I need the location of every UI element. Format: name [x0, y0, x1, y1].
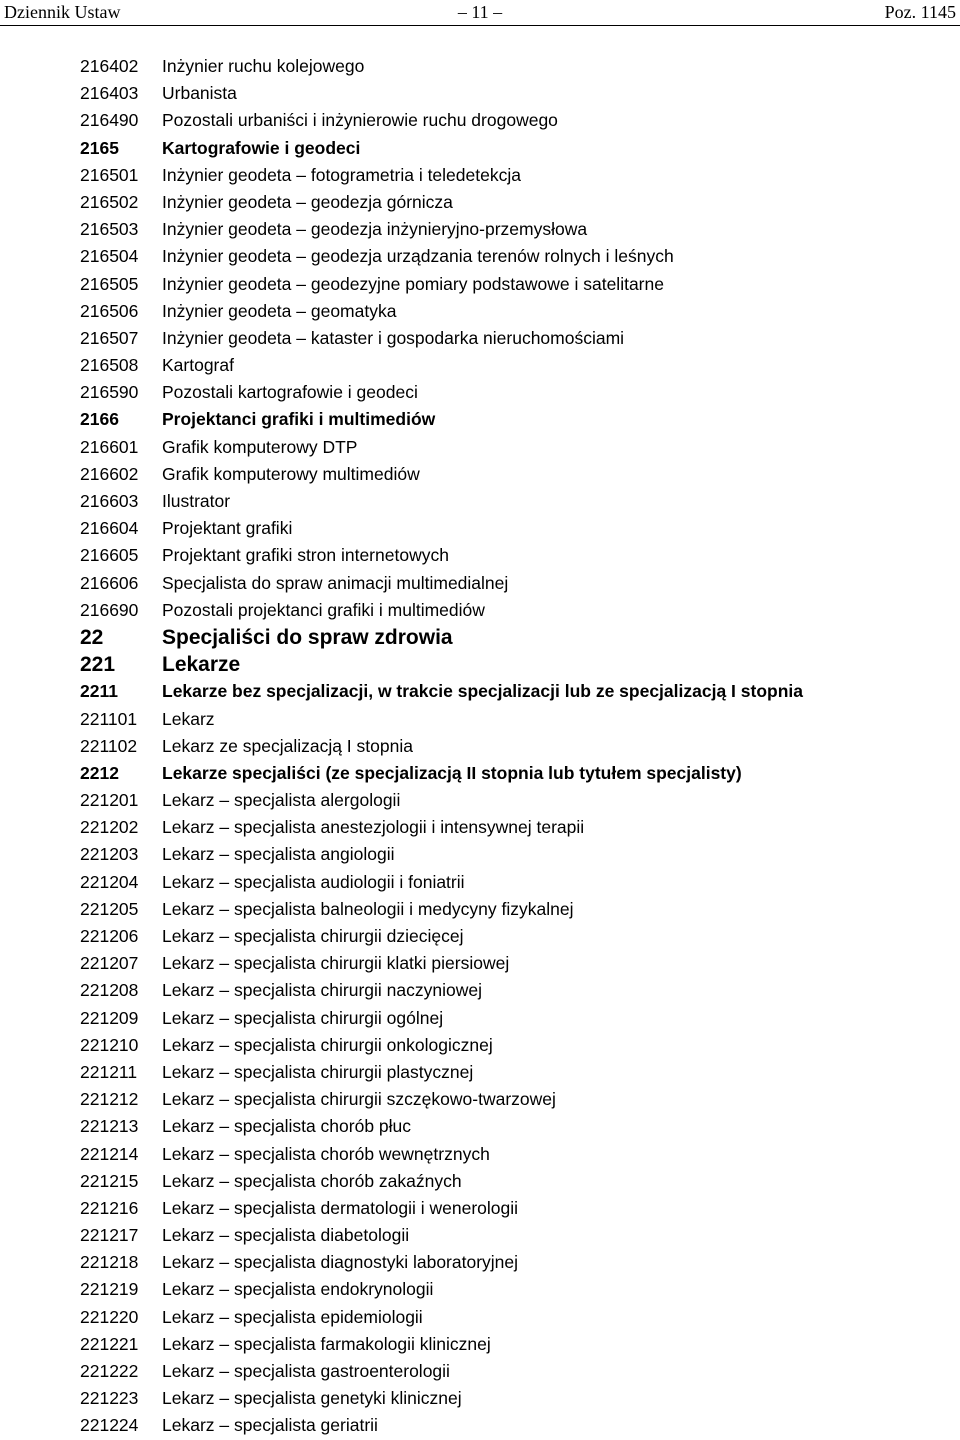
- occupation-name: Lekarz – specjalista chirurgii ogólnej: [162, 1007, 444, 1028]
- occupation-code: 216604: [80, 518, 139, 539]
- list-item: [80, 1005, 950, 1032]
- list-item: [80, 1358, 950, 1385]
- occupation-code: 221: [80, 653, 116, 677]
- list-item: [80, 1412, 950, 1439]
- occupation-name: Lekarz – specjalista chirurgii naczyniowej: [162, 980, 483, 1001]
- occupation-name: Projektant grafiki: [162, 518, 293, 539]
- occupation-name: Lekarz – specjalista diagnostyki laboratoryjnej: [162, 1252, 519, 1273]
- occupation-code: 221218: [80, 1252, 139, 1273]
- occupation-name: Pozostali projektanci grafiki i multimediów: [162, 599, 485, 620]
- occupation-name: Pozostali urbaniści i inżynierowie ruchu drogowego: [162, 110, 558, 131]
- occupation-name: Inżynier geodeta – geodezja urządzania terenów rolnych i leśnych: [162, 246, 674, 267]
- occupation-code: 216601: [80, 436, 139, 457]
- list-item: [80, 243, 950, 270]
- occupation-name: Specjaliści do spraw zdrowia: [162, 625, 453, 649]
- occupation-code: 221221: [80, 1333, 139, 1354]
- list-item: [80, 216, 950, 243]
- list-item: [80, 1276, 950, 1303]
- occupation-code: 2166: [80, 409, 119, 430]
- list-item: [80, 135, 950, 162]
- list-item: [80, 189, 950, 216]
- list-item: [80, 1249, 950, 1276]
- occupation-name: Lekarze specjaliści (ze specjalizacją II stopnia lub tytułem specjalisty): [162, 762, 742, 783]
- occupation-code: 216502: [80, 191, 139, 212]
- list-item: [80, 461, 950, 488]
- list-item: [80, 1059, 950, 1086]
- occupation-name: Lekarz – specjalista endokrynologii: [162, 1279, 434, 1300]
- list-item: [80, 107, 950, 134]
- occupation-code: 221208: [80, 980, 139, 1001]
- list-item: [80, 977, 950, 1004]
- occupation-code: 221102: [80, 735, 138, 756]
- occupation-code: 221205: [80, 898, 139, 919]
- list-item: [80, 271, 950, 298]
- occupation-code: 221201: [80, 790, 139, 811]
- list-item: [80, 515, 950, 542]
- occupation-name: Urbanista: [162, 83, 237, 104]
- occupation-code: 216506: [80, 300, 139, 321]
- list-item: [80, 1032, 950, 1059]
- journal-title: Dziennik Ustaw: [4, 2, 121, 22]
- occupation-code: 22: [80, 625, 104, 649]
- occupation-code: 221213: [80, 1116, 139, 1137]
- classification-list: [80, 53, 950, 1440]
- occupation-name: Inżynier geodeta – geodezja górnicza: [162, 191, 453, 212]
- occupation-code: 221203: [80, 844, 139, 865]
- list-item: [80, 1168, 950, 1195]
- occupation-name: Lekarze bez specjalizacji, w trakcie specjalizacji lub ze specjalizacją I stopnia: [162, 681, 803, 702]
- occupation-code: 2212: [80, 762, 119, 783]
- occupation-code: 216602: [80, 463, 139, 484]
- occupation-name: Projektant grafiki stron internetowych: [162, 545, 449, 566]
- occupation-code: 216501: [80, 164, 139, 185]
- occupation-name: Grafik komputerowy multimediów: [162, 463, 420, 484]
- occupation-code: 221206: [80, 926, 139, 946]
- occupation-code: 216490: [80, 110, 139, 131]
- occupation-name: Lekarz – specjalista chirurgii onkologicznej: [162, 1034, 493, 1055]
- occupation-code: 221101: [80, 708, 138, 729]
- list-item: [80, 162, 950, 189]
- occupation-name: Lekarz – specjalista alergologii: [162, 790, 401, 811]
- occupation-code: 216605: [80, 545, 139, 566]
- occupation-code: 221202: [80, 817, 139, 838]
- list-item: [80, 1385, 950, 1412]
- list-item: [80, 733, 950, 760]
- list-item: [80, 706, 950, 733]
- occupation-code: 221216: [80, 1197, 139, 1218]
- page-header: [0, 0, 960, 26]
- occupation-name: Projektanci grafiki i multimediów: [162, 409, 436, 430]
- occupation-code: 221220: [80, 1306, 139, 1327]
- list-item: [80, 352, 950, 379]
- occupation-code: 221222: [80, 1361, 139, 1381]
- occupation-name: Ilustrator: [162, 491, 231, 511]
- list-item: [80, 570, 950, 597]
- occupation-name: Lekarz – specjalista chorób wewnętrznych: [162, 1143, 490, 1164]
- occupation-name: Kartograf: [162, 355, 234, 376]
- list-item: [80, 624, 950, 651]
- occupation-code: 216504: [80, 246, 139, 267]
- list-item: [80, 787, 950, 814]
- occupation-code: 221224: [80, 1415, 139, 1436]
- page-number: – 11 –: [457, 2, 503, 22]
- header-divider: [0, 25, 960, 26]
- occupation-name: Pozostali kartografowie i geodeci: [162, 382, 418, 403]
- occupation-code: 221223: [80, 1388, 139, 1409]
- occupation-name: Lekarz – specjalista chorób zakaźnych: [162, 1170, 462, 1191]
- list-item: [80, 298, 950, 325]
- occupation-name: Lekarz – specjalista chirurgii klatki piersiowej: [162, 953, 510, 974]
- occupation-code: 221212: [80, 1089, 139, 1110]
- list-item: [80, 597, 950, 624]
- list-item: [80, 950, 950, 977]
- list-item: [80, 814, 950, 841]
- occupation-name: Lekarz – specjalista epidemiologii: [162, 1306, 423, 1327]
- list-item: [80, 896, 950, 923]
- list-item: [80, 1222, 950, 1249]
- occupation-name: Lekarz – specjalista farmakologii klinicznej: [162, 1333, 491, 1354]
- list-item: [80, 1304, 950, 1331]
- list-item: [80, 1331, 950, 1358]
- list-item: [80, 542, 950, 569]
- occupation-code: 216503: [80, 219, 139, 240]
- list-item: [80, 1086, 950, 1113]
- occupation-name: Inżynier geodeta – geodezyjne pomiary podstawowe i satelitarne: [162, 273, 664, 294]
- occupation-name: Specjalista do spraw animacji multimedialnej: [162, 572, 509, 593]
- occupation-name: Lekarz – specjalista genetyki klinicznej: [162, 1388, 462, 1409]
- occupation-code: 216690: [80, 599, 139, 620]
- occupation-code: 221210: [80, 1034, 139, 1055]
- occupation-name: Lekarz – specjalista balneologii i medycyny fizykalnej: [162, 898, 574, 919]
- list-item: [80, 406, 950, 433]
- occupation-code: 216590: [80, 382, 139, 403]
- occupation-code: 221204: [80, 871, 139, 892]
- occupation-code: 216402: [80, 56, 139, 76]
- occupation-name: Lekarz – specjalista chirurgii dziecięcej: [162, 926, 464, 946]
- list-item: [80, 379, 950, 406]
- occupation-name: Lekarz: [162, 708, 215, 729]
- occupation-name: Inżynier geodeta – kataster i gospodarka nieruchomościami: [162, 327, 625, 348]
- position-number: Poz. 1145: [884, 2, 956, 22]
- occupation-code: 221214: [80, 1143, 139, 1164]
- list-item: [80, 325, 950, 352]
- occupation-code: 221211: [80, 1061, 138, 1082]
- list-item: [80, 760, 950, 787]
- occupation-name: Lekarz – specjalista geriatrii: [162, 1415, 378, 1436]
- occupation-code: 216507: [80, 327, 139, 348]
- occupation-name: Inżynier geodeta – fotogrametria i teledetekcja: [162, 164, 521, 185]
- occupation-name: Kartografowie i geodeci: [162, 137, 361, 158]
- occupation-code: 221207: [80, 953, 139, 974]
- occupation-name: Lekarz – specjalista dermatologii i wenerologii: [162, 1197, 519, 1218]
- list-item: [80, 80, 950, 107]
- occupation-name: Inżynier ruchu kolejowego: [162, 56, 365, 76]
- occupation-code: 216606: [80, 572, 139, 593]
- occupation-code: 221209: [80, 1007, 139, 1028]
- list-item: [80, 1113, 950, 1140]
- occupation-code: 216403: [80, 83, 139, 104]
- list-item: [80, 1141, 950, 1168]
- occupation-name: Lekarz – specjalista chirurgii plastycznej: [162, 1061, 474, 1082]
- occupation-code: 2211: [80, 681, 118, 702]
- occupation-name: Lekarz – specjalista chorób płuc: [162, 1116, 412, 1137]
- occupation-code: 2165: [80, 137, 119, 158]
- occupation-name: Lekarze: [162, 653, 241, 677]
- occupation-name: Lekarz – specjalista anestezjologii i intensywnej terapii: [162, 817, 585, 838]
- list-item: [80, 869, 950, 896]
- list-item: [80, 678, 950, 705]
- occupation-code: 216505: [80, 273, 139, 294]
- occupation-name: Inżynier geodeta – geomatyka: [162, 300, 397, 321]
- list-item: [80, 923, 950, 950]
- list-item: [80, 651, 950, 678]
- list-item: [80, 434, 950, 461]
- list-item: [80, 1195, 950, 1222]
- occupation-name: Lekarz – specjalista angiologii: [162, 844, 395, 865]
- list-item: [80, 53, 950, 80]
- list-item: [80, 841, 950, 868]
- occupation-name: Lekarz – specjalista diabetologii: [162, 1225, 410, 1246]
- occupation-code: 221215: [80, 1170, 139, 1191]
- occupation-name: Lekarz ze specjalizacją I stopnia: [162, 735, 413, 756]
- occupation-code: 216508: [80, 355, 139, 376]
- occupation-name: Lekarz – specjalista audiologii i foniatrii: [162, 871, 465, 892]
- occupation-name: Lekarz – specjalista chirurgii szczękowo-twarzowej: [162, 1089, 556, 1110]
- occupation-code: 221217: [80, 1225, 139, 1246]
- list-item: [80, 488, 950, 515]
- occupation-name: Lekarz – specjalista gastroenterologii: [162, 1361, 450, 1381]
- occupation-code: 216603: [80, 491, 139, 511]
- occupation-name: Inżynier geodeta – geodezja inżynieryjno-przemysłowa: [162, 219, 588, 240]
- occupation-name: Grafik komputerowy DTP: [162, 436, 358, 457]
- occupation-code: 221219: [80, 1279, 139, 1300]
